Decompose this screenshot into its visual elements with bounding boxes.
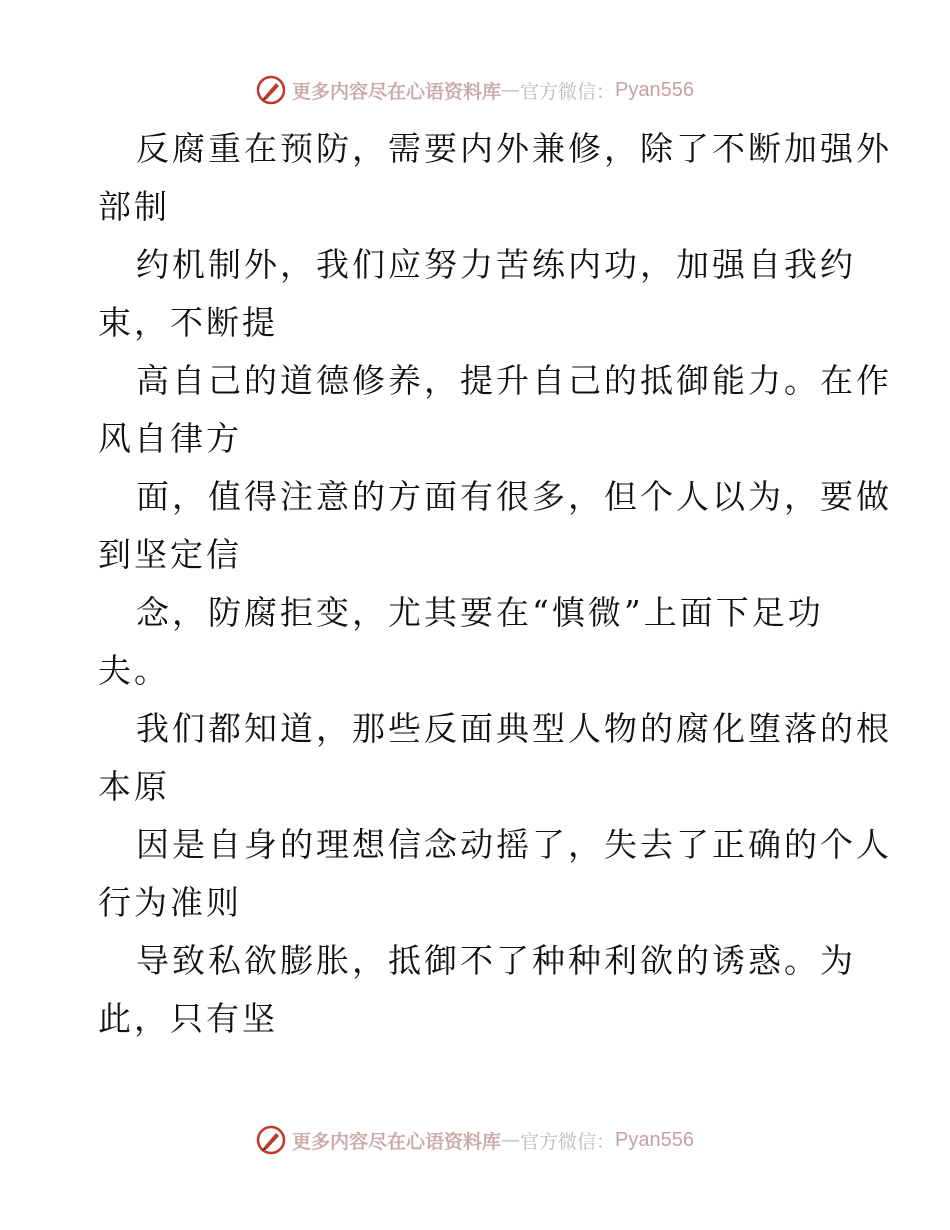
body-line-9: 念，防腐拒变，尤其要在“慎微”上面下足功 [136,593,824,632]
body-line-6: 风自律方 [98,419,242,458]
body-line-11: 我们都知道，那些反面典型人物的腐化堕落的根 [136,709,892,748]
footer-banner [0,1120,950,1160]
body-line-2: 部制 [98,187,170,226]
body-line-1: 反腐重在预防，需要内外兼修，除了不断加强外 [136,129,892,168]
body-line-15: 导致私欲膨胀，抵御不了种种利欲的诱惑。为 [136,941,856,980]
body-line-13: 因是自身的理想信念动摇了，失去了正确的个人 [136,825,892,864]
body-line-8: 到坚定信 [98,535,242,574]
document-body [98,120,892,1048]
body-line-16: 此，只有坚 [98,999,278,1038]
body-line-3: 约机制外，我们应努力苦练内功，加强自我约 [136,245,856,284]
body-line-12: 本原 [98,767,170,806]
header-banner [0,70,950,110]
footer-site-text: 更多内容尽在心语资料库 [292,1130,502,1153]
header-separator: — [501,79,521,101]
header-wechat-id: Pyan556 [615,78,694,101]
body-line-14: 行为准则 [98,883,242,922]
footer-separator: — [501,1129,521,1151]
body-line-4: 束，不断提 [98,303,278,342]
pen-logo-icon [256,1125,286,1155]
footer-wechat-id: Pyan556 [615,1128,694,1151]
header-site-text: 更多内容尽在心语资料库 [292,80,502,103]
pen-logo-icon [256,75,286,105]
body-line-10: 夫。 [98,651,170,690]
body-line-5: 高自己的道德修养，提升自己的抵御能力。在作 [136,361,892,400]
body-line-7: 面，值得注意的方面有很多，但个人以为，要做 [136,477,892,516]
footer-wechat-label: 官方微信： [520,1130,616,1153]
header-wechat-label: 官方微信： [520,80,616,103]
